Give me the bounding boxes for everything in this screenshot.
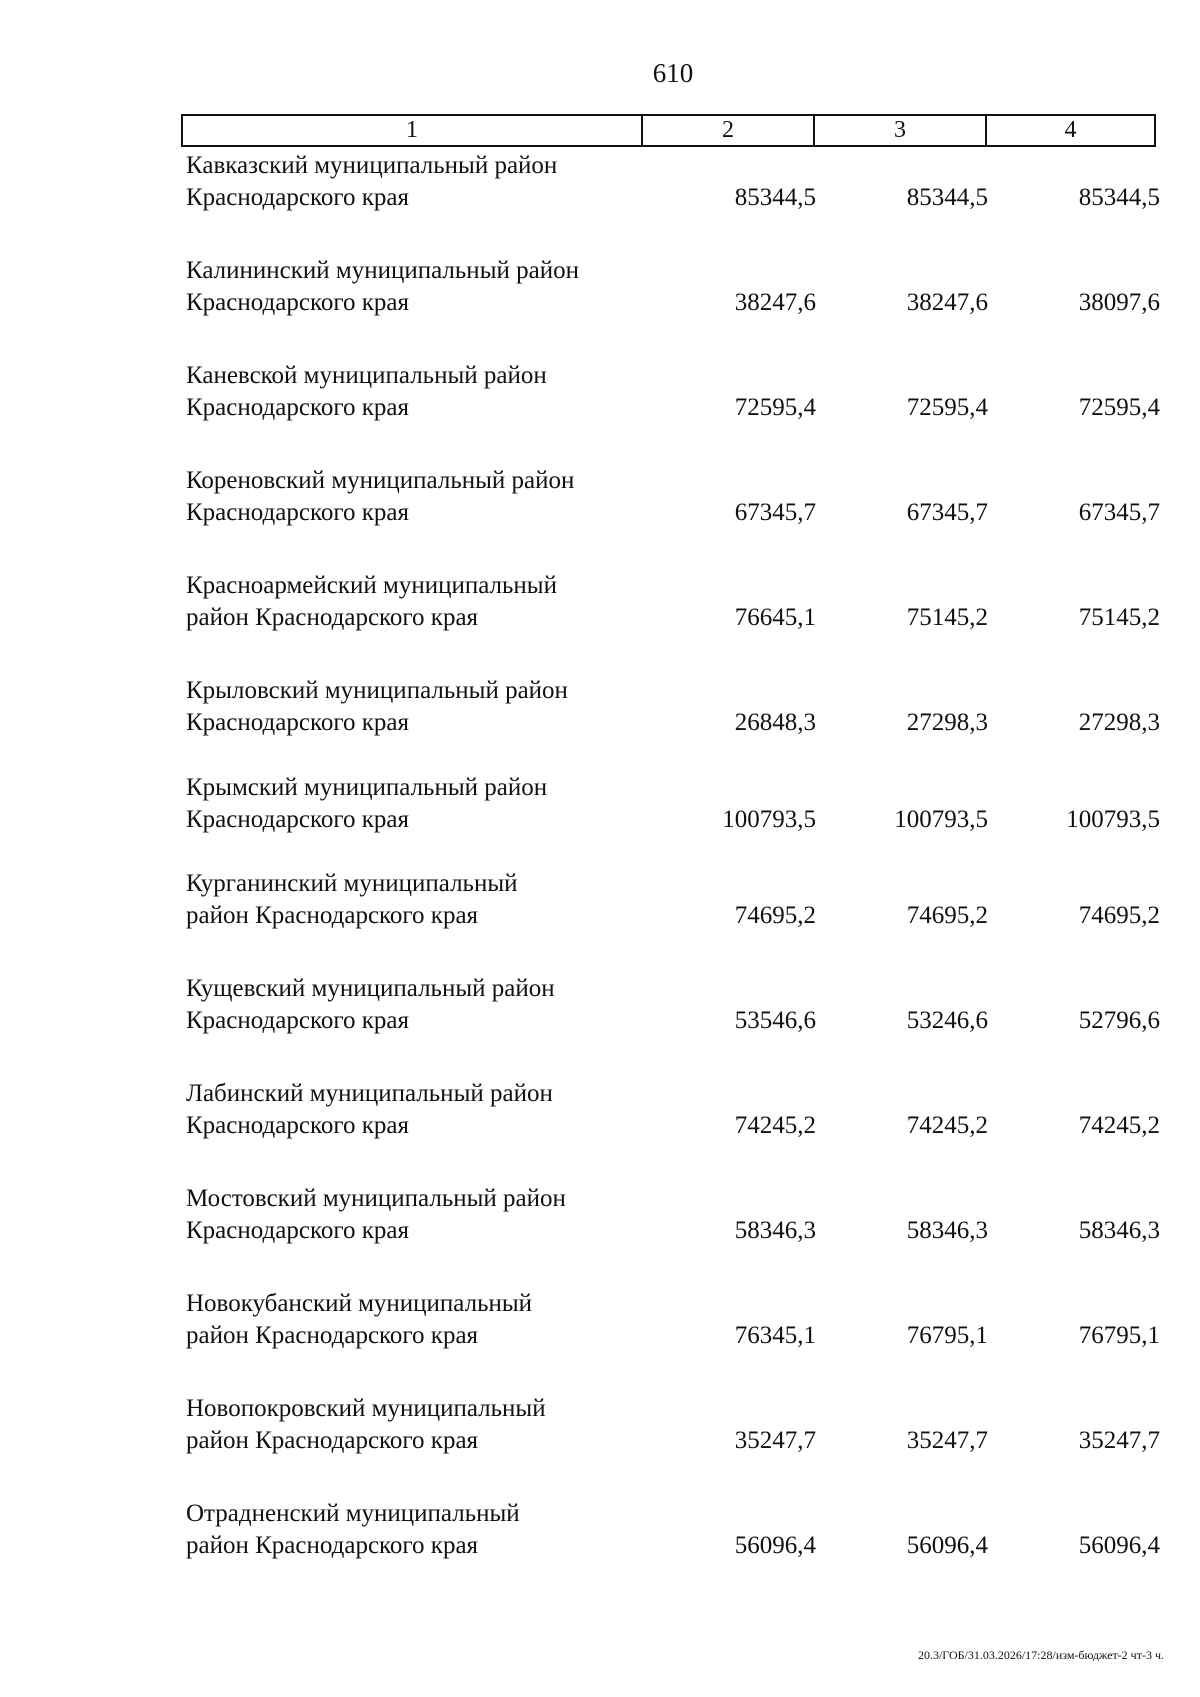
value-col-3: 38247,6 (906, 289, 988, 316)
district-name: Каневской муниципальный район Краснодарского края (186, 362, 547, 421)
header-col-2: 2 (643, 116, 815, 145)
value-col-3: 53246,6 (906, 1007, 988, 1034)
district-name: Новопокровский муниципальный район Краснодарского края (186, 1395, 546, 1454)
value-col-2: 56096,4 (734, 1532, 816, 1559)
document-stamp: 20.3/ГОБ/31.03.2026/17:28/изм-бюджет-2 чт-3 ч. (917, 1648, 1164, 1662)
value-col-3: 75145,2 (906, 604, 988, 631)
table-row (0, 868, 1200, 938)
district-name: Красноармейский муниципальный район Краснодарского края (186, 572, 557, 631)
value-col-4: 56096,4 (1078, 1532, 1160, 1559)
header-col-4: 4 (1064, 117, 1077, 143)
table-row (0, 360, 1200, 430)
table-row (0, 1288, 1200, 1358)
value-col-2: 26848,3 (734, 709, 816, 736)
district-name: Отрадненский муниципальный район Краснодарского края (186, 1500, 520, 1559)
header-col-1: 1 (183, 116, 643, 145)
value-col-2: 76645,1 (734, 604, 816, 631)
table-header (181, 114, 1156, 147)
value-col-3: 74245,2 (906, 1112, 988, 1139)
value-col-2: 74245,2 (734, 1112, 816, 1139)
value-col-3: 56096,4 (906, 1532, 988, 1559)
value-col-2: 53546,6 (734, 1007, 816, 1034)
value-col-3: 58346,3 (906, 1217, 988, 1244)
value-col-4: 35247,7 (1078, 1427, 1160, 1454)
value-col-4: 76795,1 (1078, 1322, 1160, 1349)
value-col-3: 35247,7 (906, 1427, 988, 1454)
value-col-4: 52796,6 (1078, 1007, 1160, 1034)
value-col-3: 27298,3 (906, 709, 988, 736)
table-row (0, 570, 1200, 640)
value-col-4: 74245,2 (1078, 1112, 1160, 1139)
district-name: Мостовский муниципальный район Краснодарского края (186, 1185, 566, 1244)
value-col-4: 75145,2 (1078, 604, 1160, 631)
value-col-4: 85344,5 (1078, 184, 1160, 211)
district-name: Калининский муниципальный район Краснодарского края (186, 257, 579, 316)
value-col-2: 35247,7 (734, 1427, 816, 1454)
district-name: Кущевский муниципальный район Краснодарского края (186, 975, 555, 1034)
district-name: Курганинский муниципальный район Краснодарского края (186, 870, 518, 929)
district-name: Новокубанский муниципальный район Краснодарского края (186, 1290, 533, 1349)
value-col-4: 58346,3 (1078, 1217, 1160, 1244)
value-col-3: 76795,1 (906, 1322, 988, 1349)
value-col-2: 38247,6 (734, 289, 816, 316)
table-row (0, 1078, 1200, 1148)
value-col-3: 67345,7 (906, 499, 988, 526)
value-col-4: 100793,5 (1066, 806, 1160, 833)
value-col-4: 38097,6 (1078, 289, 1160, 316)
value-col-4: 27298,3 (1078, 709, 1160, 736)
value-col-2: 74695,2 (734, 902, 816, 929)
value-col-3: 74695,2 (906, 902, 988, 929)
district-name: Крыловский муниципальный район Краснодарского края (186, 677, 568, 736)
district-name: Крымский муниципальный район Краснодарского края (186, 774, 548, 833)
value-col-4: 74695,2 (1078, 902, 1160, 929)
table-row (0, 1183, 1200, 1253)
value-col-2: 72595,4 (734, 394, 816, 421)
table-row (0, 150, 1200, 220)
table-row (0, 772, 1200, 842)
value-col-2: 76345,1 (734, 1322, 816, 1349)
value-col-3: 100793,5 (894, 806, 988, 833)
district-name: Кореновский муниципальный район Краснодарского края (186, 467, 575, 526)
table-row (0, 255, 1200, 325)
district-name: Кавказский муниципальный район Краснодарского края (186, 152, 558, 211)
value-col-3: 72595,4 (906, 394, 988, 421)
value-col-4: 72595,4 (1078, 394, 1160, 421)
value-col-2: 100793,5 (722, 806, 816, 833)
table-row (0, 1498, 1200, 1568)
district-name: Лабинский муниципальный район Краснодарского края (186, 1080, 553, 1139)
value-col-2: 85344,5 (734, 184, 816, 211)
value-col-2: 67345,7 (734, 499, 816, 526)
value-col-2: 58346,3 (734, 1217, 816, 1244)
value-col-3: 85344,5 (906, 184, 988, 211)
table-row (0, 973, 1200, 1043)
page-number: 610 (652, 58, 694, 88)
value-col-4: 67345,7 (1078, 499, 1160, 526)
table-row (0, 1393, 1200, 1463)
table-row (0, 465, 1200, 535)
table-row (0, 675, 1200, 745)
header-col-3: 3 (815, 116, 987, 145)
